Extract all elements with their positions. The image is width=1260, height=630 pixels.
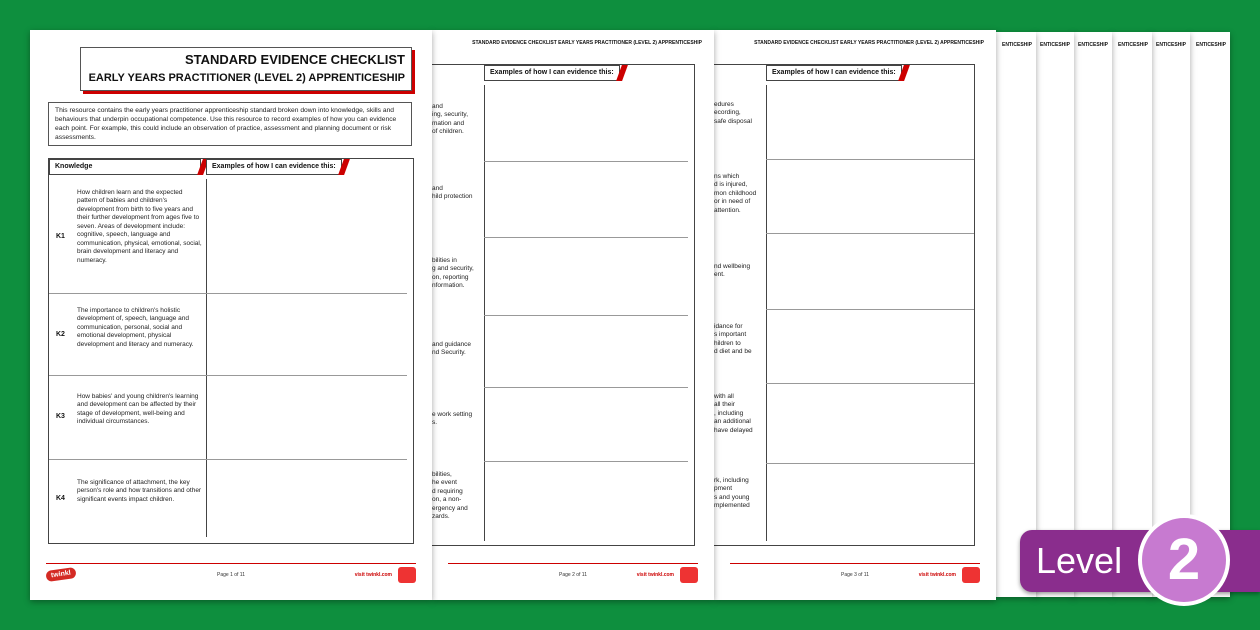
stacked-page-header: ENTICESHIP	[1117, 42, 1148, 48]
page-footer	[46, 563, 416, 586]
page-number: Page 3 of 11	[841, 572, 869, 578]
row-code: K3	[56, 413, 65, 420]
row-code: K4	[56, 495, 65, 502]
level-number: 2	[1138, 514, 1230, 606]
cell-text: bilities, he event d requiring on, a non- ergency and zards.	[432, 471, 468, 521]
row-code: K1	[56, 233, 65, 240]
cell-text: bilities in g and security, on, reporting nformation.	[432, 257, 474, 290]
brand-badge-icon	[680, 567, 698, 583]
cell-text: with all all their , including an additional have delayed	[714, 393, 753, 434]
row-text: How children learn and the expected pattern of babies and children's development from birth to five years and their further development from ages five to seven. Areas of development include: cognitive, speech, language and communication, physical, emotional, social, brain development and literacy and numeracy.	[77, 189, 202, 264]
stacked-page	[1150, 32, 1190, 597]
cell-text: nd wellbeing ent.	[714, 263, 751, 279]
row-text: The significance of attachment, the key person's role and how transitions and other significant events impact children.	[77, 479, 202, 503]
cell-text: e work setting s.	[432, 411, 473, 427]
row-code: K2	[56, 331, 65, 338]
cell-text: and ing, security, mation and of children.	[432, 103, 469, 136]
evidence-table	[48, 158, 414, 544]
level-badge	[1020, 527, 1260, 592]
page-number: Page 1 of 11	[217, 572, 245, 578]
cell-text: and hild protection	[432, 185, 473, 201]
stacked-page	[1190, 32, 1230, 597]
site-link[interactable]: visit twinkl.com	[354, 572, 392, 578]
evidence-table	[714, 64, 975, 546]
site-link[interactable]: visit twinkl.com	[918, 572, 956, 578]
column-header: Examples of how I can evidence this:	[766, 65, 902, 81]
page-number: Page 2 of 11	[559, 572, 587, 578]
cell-text: and guidance nd Security.	[432, 341, 472, 357]
cell-text: rk, including pment s and young mplemented	[714, 477, 750, 510]
page-header: STANDARD EVIDENCE CHECKLIST EARLY YEARS PRACTITIONER (LEVEL 2) APPRENTICESHIP	[472, 40, 702, 46]
stacked-page-header: ENTICESHIP	[1001, 42, 1032, 48]
column-header-knowledge: Knowledge	[49, 159, 201, 175]
column-header-evidence: Examples of how I can evidence this:	[206, 159, 342, 175]
row-text: How babies' and young children's learning and development can be affected by their stage of development, well-being and individual circumstances.	[77, 393, 199, 426]
stacked-page	[1072, 32, 1112, 597]
brand-badge-icon	[398, 567, 416, 583]
stacked-page	[1034, 32, 1074, 597]
row-text: The importance to children's holistic development of, speech, language and communication, personal, social and emotional development, physical development and literacy and numeracy.	[77, 307, 194, 348]
page-footer	[448, 563, 698, 586]
site-link[interactable]: visit twinkl.com	[636, 572, 674, 578]
checklist-page-2	[432, 30, 714, 600]
intro-text: This resource contains the early years practitioner apprenticeship standard broken down into knowledge, skills and behaviours that underpin occupational competence. Use this resource to record examples of how you can evidence each point. For example, this could include an observation of practice, assessment and planning document or risk assessments.	[48, 102, 412, 146]
checklist-page-1	[30, 30, 432, 600]
page-footer	[730, 563, 980, 586]
column-header: Examples of how I can evidence this:	[484, 65, 620, 81]
title-box	[80, 47, 412, 91]
stacked-page	[1112, 32, 1152, 597]
brand-badge-icon	[962, 567, 980, 583]
cell-text: ns which d is injured, mon childhood or in need of attention.	[714, 173, 757, 214]
stacked-page-header: ENTICESHIP	[1195, 42, 1226, 48]
stacked-page-header: ENTICESHIP	[1077, 42, 1108, 48]
cell-text: edures ecording, safe disposal	[714, 101, 752, 125]
evidence-table	[432, 64, 695, 546]
page-header: STANDARD EVIDENCE CHECKLIST EARLY YEARS PRACTITIONER (LEVEL 2) APPRENTICESHIP	[754, 40, 984, 46]
stacked-page-header: ENTICESHIP	[1039, 42, 1070, 48]
page-subtitle: EARLY YEARS PRACTITIONER (LEVEL 2) APPRENTICESHIP	[88, 72, 405, 84]
stacked-page-header: ENTICESHIP	[1155, 42, 1186, 48]
stacked-page	[996, 32, 1036, 597]
twinkl-logo: twinkl	[45, 567, 76, 582]
checklist-page-3	[714, 30, 996, 600]
page-title: STANDARD EVIDENCE CHECKLIST	[184, 52, 405, 67]
cell-text: idance for s important hildren to d diet and be	[714, 323, 752, 356]
level-label: Level	[1036, 540, 1123, 581]
